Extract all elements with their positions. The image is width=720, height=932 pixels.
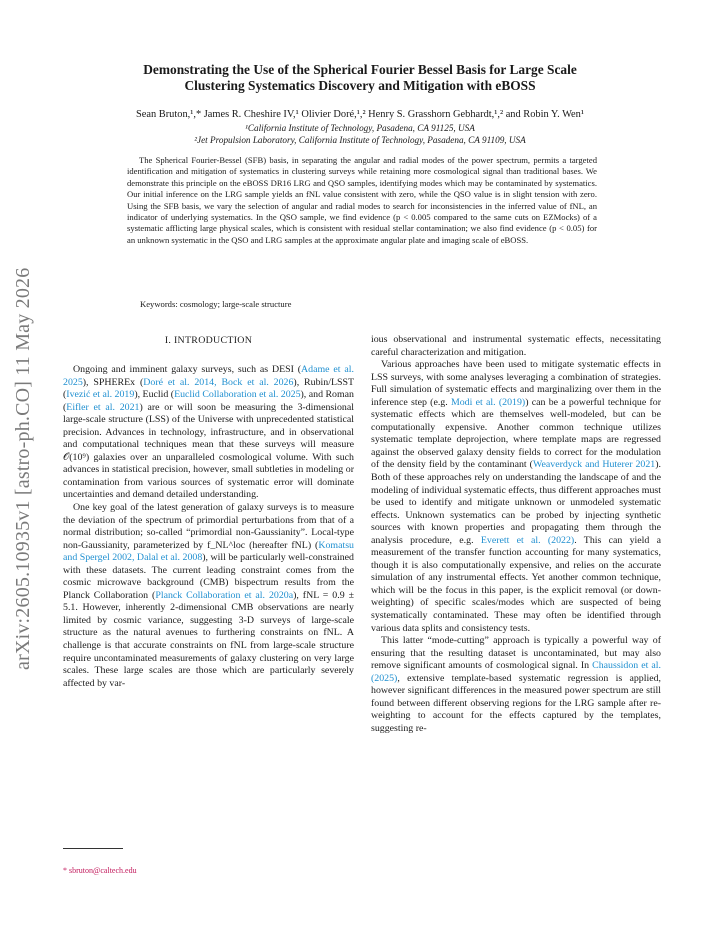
abstract: The Spherical Fourier-Bessel (SFB) basis, in separating the angular and radial modes of the power spectrum, permits a targeted identification and mitigation of systematics in clustering surveys while retaining more cosmological signal than traditional bases. We demonstrate this principle on the eBOSS DR16 LRG and QSO samples, identifying modes which may be contaminated by systematics. Our initial inference on the LRG sample yields an fNL value consistent with zero, while the QSO value is in slight tension with zero. Using the SFB basis, we vary the selection of angular and radial modes to search for inconsistencies in the inferred value of fNL, an indicator of underlying systematics. In the QSO sample, we find evidence (p < 0.005 compared to the same cuts on EZMocks) of a systematic afflicting large physical scales, which is consistent with residual stellar contamination; we also find evidence (p < 0.05) for an unknown systematic in the QSO and LRG samples at the approximate angular plate and imaging scale of eBOSS.	[127, 155, 597, 245]
intro-paragraph-1: Ongoing and imminent galaxy surveys, such as DESI (Adame et al. 2025), SPHEREx (Doré et al. 2014, Bock et al. 2026), Rubin/LSST (Ivezić et al. 2019), Euclid (Euclid Collaboration et al. 2025), and Roman (Eifler et al. 2021) are or will soon be measuring the 3-dimensional large-scale structure (LSS) of the Universe with unprecedented statistical precision. Advances in technology, infrastructure, and in observational and computational techniques mean that these surveys will measure 𝒪(10⁹) galaxies over an unparalleled cosmological volume. With such advances in statistical precision, however, small subtleties in modeling or contamination from various sources of systematic error will dominate uncertainties and demand detailed understanding.	[63, 364, 354, 501]
citation-ivezic[interactable]: Ivezić et al. 2019	[66, 389, 135, 401]
title-line-2: Clustering Systematics Discovery and Mitigation with eBOSS	[184, 78, 536, 93]
citation-adame[interactable]: Adame et al. 2025	[63, 364, 354, 388]
left-column	[63, 364, 354, 690]
affiliation-2: ²Jet Propulsion Laboratory, California Institute of Technology, Pasadena, CA 91109, USA	[194, 135, 526, 145]
citation-planck[interactable]: Planck Collaboration et al. 2020a	[155, 589, 294, 601]
author-list: Sean Bruton,¹,* James R. Cheshire IV,¹ Olivier Doré,¹,² Henry S. Grasshorn Gebhardt,¹,² and Robin Y. Wen¹	[136, 109, 584, 120]
citation-dore-bock[interactable]: Doré et al. 2014, Bock et al. 2026	[143, 376, 294, 388]
footnote-divider	[63, 848, 123, 849]
citation-euclid[interactable]: Euclid Collaboration et al. 2025	[174, 389, 301, 401]
affiliation-1: ¹California Institute of Technology, Pasadena, CA 91125, USA	[245, 123, 475, 133]
footnote-email[interactable]: * sbruton@caltech.edu	[63, 866, 137, 875]
citation-weaverdyck[interactable]: Weaverdyck and Huterer 2021	[532, 459, 656, 471]
intro-paragraph-continued: ious observational and instrumental systematic effects, necessitating careful characterization and mitigation.	[371, 334, 661, 358]
intro-paragraph-2: One key goal of the latest generation of galaxy surveys is to measure the deviation of the spectrum of primordial perturbations from that of a normal distribution; so-called “primordial non-Gaussianity”. Local-type non-Gaussianity, parameterized by f_NL^loc (hereafter fNL) (Komatsu and Spergel 2002, Dalal et al. 2008), will be particularly well-constrained with these datasets. The current leading constraint comes from the cosmic microwave background (CMB) bispectrum results from the Planck Collaboration (Planck Collaboration et al. 2020a), fNL = 0.9 ± 5.1. However, inherently 2-dimensional CMB observations are nearly limited by cosmic variance, suggesting 3-D surveys of large-scale structure as the natural avenues to furthering constraints on fNL. A challenge is that accurate constraints on fNL from large-scale structure require uncontaminated measurements of galaxy clustering on very large scales. These large scales are those which are particularly severely affected by var-	[63, 502, 354, 689]
section-heading-introduction: I. INTRODUCTION	[164, 335, 253, 346]
right-column	[371, 334, 661, 736]
title-line-1: Demonstrating the Use of the Spherical Fourier Bessel Basis for Large Scale	[143, 62, 577, 77]
citation-everett[interactable]: Everett et al. (2022)	[480, 534, 575, 546]
keywords: Keywords: cosmology; large-scale structure	[140, 299, 292, 309]
citation-chaussidon[interactable]: Chaussidon et al. (2025)	[371, 660, 662, 684]
citation-komatsu-dalal[interactable]: Komatsu and Spergel 2002, Dalal et al. 2008	[63, 539, 354, 564]
citation-modi[interactable]: Modi et al. (2019)	[450, 396, 526, 408]
paper-title	[60, 62, 660, 94]
intro-paragraph-4: This latter “mode-cutting” approach is typically a powerful way of ensuring that the resulting dataset is uncontaminated, but may also remove significant amounts of cosmological signal. In Chaussidon et al. (2025), extensive template-based systematic regression is applied, however significant differences in the measured power spectrum are still found between different observing regions for the LRG sample after re-weighting to account for the effects captured by the templates, suggesting re-	[371, 635, 662, 734]
intro-paragraph-3: Various approaches have been used to mitigate systematic effects in LSS surveys, with some analyses leveraging a combination of strategies. Full simulation of systematic effects and marginalizing over them in the inference step (e.g. Modi et al. (2019)) can be a powerful technique for systematic effects which are themselves well-modeled, but can be computationally expensive. Another common technique utilizes systematic template deprojection, where template maps are regressed against the observed galaxy density fields to correct for the modulation of the density field by the contaminant (Weaverdyck and Huterer 2021). Both of these approaches rely on understanding the landscape of and the modeling of individual systematic effects, thus different approaches must be used to identify and mitigate unknown or unmodeled systematic effects. Unknown systematics can be probed by injecting synthetic sources with known properties and propagating them through the analysis procedure, e.g. Everett et al. (2022). This can yield a measurement of the transfer function accounting for many systematics, though it is also computationally expensive, and relies on the accurate simulation of any instrumental effects. Yet another common technique, which will be the focus in this paper, is the explicit removal (or down-weighting) of specific scales/modes which are suspected of being systematically contaminated. These may often be identified through various data splits and consistency tests.	[371, 359, 662, 634]
arxiv-identifier[interactable]: arXiv:2605.10935v1 [astro-ph.CO] 11 May 2026	[12, 267, 34, 670]
citation-eifler[interactable]: Eifler et al. 2021	[66, 401, 140, 413]
